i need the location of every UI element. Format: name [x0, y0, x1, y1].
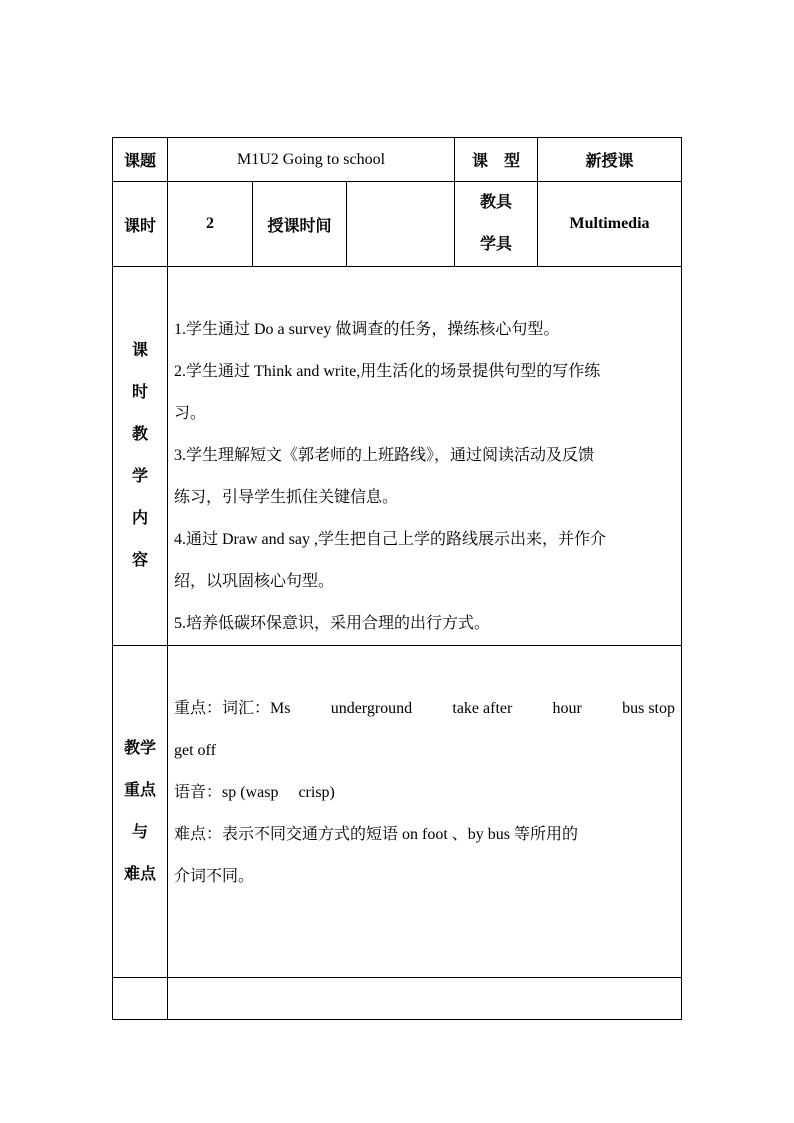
key-points-label-part: 教学 [123, 739, 156, 757]
content-row [113, 267, 682, 646]
tools-value: Multimedia [538, 182, 682, 267]
content-label-char: 教 [131, 426, 148, 443]
time-value [347, 182, 455, 267]
period-label: 课时 [113, 182, 168, 267]
key-points-label-part: 重点 [123, 781, 156, 799]
content-label-char: 课 [131, 342, 148, 359]
key-points-text [168, 646, 682, 978]
topic-label: 课题 [113, 138, 168, 182]
type-value: 新授课 [538, 138, 682, 182]
tools-label-1: 教具 [480, 194, 513, 211]
content-label [113, 267, 168, 646]
time-label: 授课时间 [253, 182, 347, 267]
vocab-word: hour [552, 700, 582, 717]
content-text [168, 267, 682, 646]
vocab-cont: get off [174, 742, 216, 759]
vocab-word: take after [452, 700, 513, 717]
key-points-label [113, 646, 168, 978]
empty-row [113, 978, 682, 1020]
content-line: 2.学生通过 Think and write,用生活化的场景提供句型的写作练 [174, 363, 601, 380]
content-label-char: 内 [131, 510, 148, 527]
difficulty-line: 难点：表示不同交通方式的短语 on foot 、by bus 等所用的 [174, 826, 579, 843]
tools-label-2: 学具 [480, 236, 513, 253]
key-points-label-part: 难点 [123, 865, 156, 883]
topic-value: M1U2 Going to school [168, 138, 455, 182]
empty-cell [168, 978, 682, 1020]
content-label-char: 容 [131, 552, 148, 569]
phonics-line: 语音：sp (wasp crisp) [174, 784, 335, 801]
topic-row [113, 138, 682, 182]
tools-label [455, 182, 538, 267]
content-line: 3.学生理解短文《郭老师的上班路线》，通过阅读活动及反馈 [174, 447, 595, 464]
period-row [113, 182, 682, 267]
content-line: 练习，引导学生抓住关键信息。 [174, 489, 399, 506]
key-points-row [113, 646, 682, 978]
content-line: 1.学生通过 Do a survey 做调查的任务，操练核心句型。 [174, 321, 560, 338]
key-points-label-part: 与 [131, 823, 148, 841]
content-line: 5.培养低碳环保意识，采用合理的出行方式。 [174, 615, 491, 632]
vocab-word: 重点：词汇：Ms [174, 700, 291, 717]
type-label: 课 型 [455, 138, 538, 182]
content-line: 4.通过 Draw and say ,学生把自己上学的路线展示出来，并作介 [174, 531, 606, 548]
vocab-line [174, 688, 675, 730]
vocab-word: underground [330, 700, 413, 717]
content-line: 绍，以巩固核心句型。 [174, 573, 335, 590]
content-line: 习。 [174, 405, 207, 422]
period-value: 2 [168, 182, 253, 267]
content-label-char: 时 [131, 384, 148, 401]
difficulty-line: 介词不同。 [174, 868, 255, 885]
lesson-plan-table [112, 137, 682, 1020]
content-label-char: 学 [131, 468, 148, 485]
empty-cell [113, 978, 168, 1020]
vocab-word: bus stop [622, 700, 675, 717]
